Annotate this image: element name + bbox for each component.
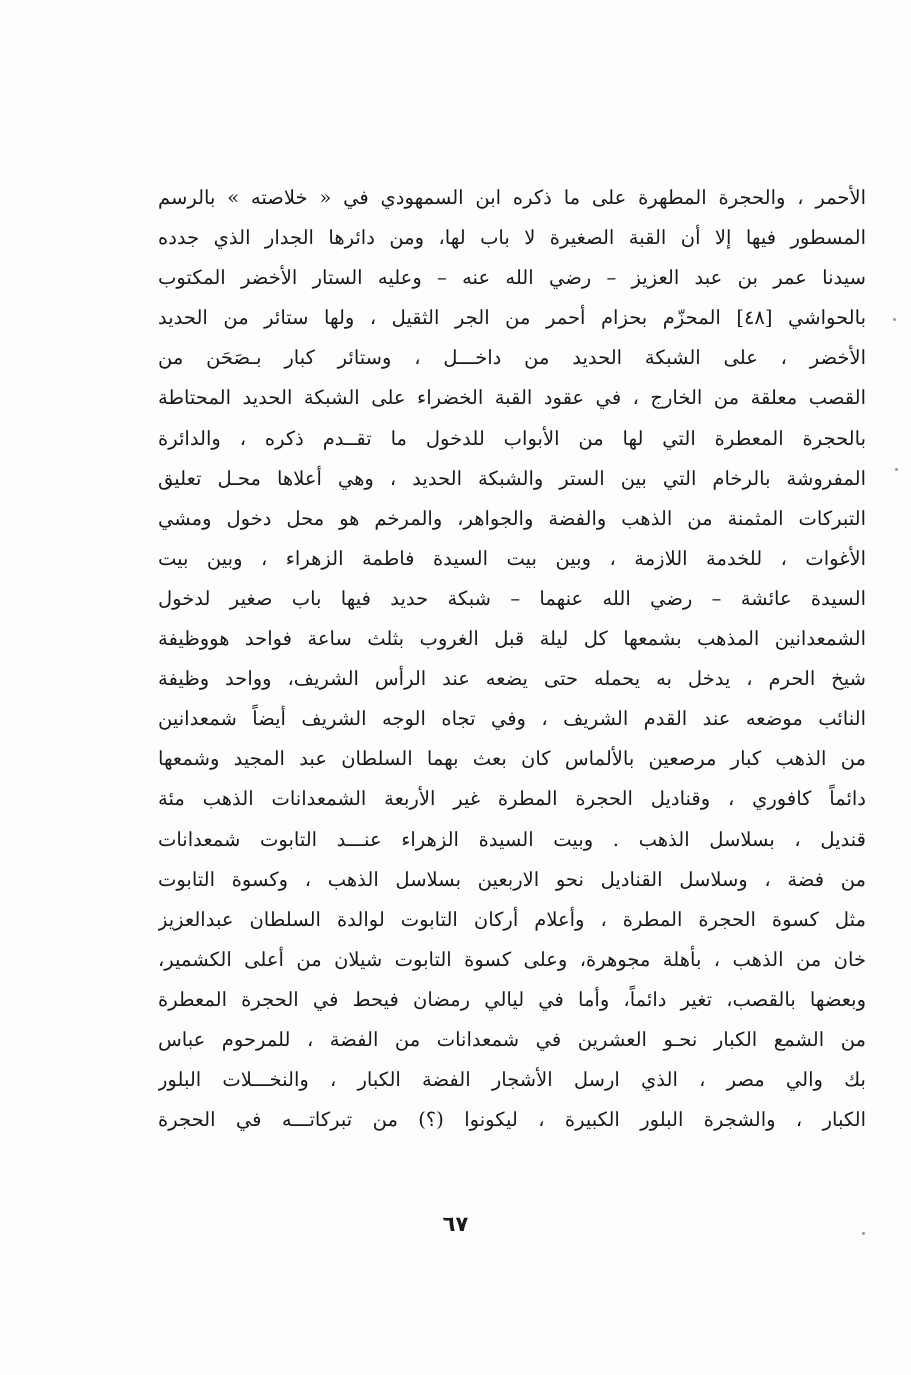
text-line: خان من الذهب ، بأهلة مجوهرة، وعلى كسوة التابوت شيلان من أعلى الكشمير،	[158, 947, 866, 971]
text-line: المفروشة بالرخام التي بين الستر والشبكة الحديد ، وهي أعلاها محـل تعليق	[158, 466, 866, 490]
scan-speck	[895, 468, 898, 471]
body-text	[158, 178, 866, 1140]
text-line: دائماً كافوري ، وقناديل الحجرة المطرة غير الأربعة الشمعدانات الذهب مئة	[158, 787, 866, 811]
text-line: وبعضها بالقصب، تغير دائماً، وأما في ليالي رمضان فيحط في الحجرة المعطرة	[158, 987, 866, 1011]
scan-speck	[862, 1232, 865, 1235]
text-line: الشمعدانين المذهب بشمعها كل ليلة قبل الغروب بثلث ساعة فواحد هووظيفة	[158, 627, 866, 651]
text-line: الأخضر ، على الشبكة الحديد من داخـــل ، وستائر كبار بـصَحَن من	[158, 346, 866, 370]
text-line: بالحواشي [٤٨] المحزّم بحزام أحمر من الجر الثقيل ، ولها ستائر من الحديد	[158, 306, 866, 330]
text-line: المسطور فيها إلا أن القبة الصغيرة لا باب لها، ومن دائرها الجدار الذي جدده	[158, 226, 866, 250]
text-line: بالحجرة المعطرة التي لها من الأبواب للدخول ما تقــدم ذكره ، والدائرة	[158, 426, 866, 450]
text-line: شيخ الحرم ، يدخل به يحمله حتى يضعه عند الرأس الشريف، وواحد وظيفة	[158, 667, 866, 691]
text-line: الأحمر ، والحجرة المطهرة على ما ذكره ابن السمهودي في « خلاصته » بالرسم	[158, 186, 866, 209]
text-line: النائب موضعه عند القدم الشريف ، وفي تجاه الوجه الشريف أيضاً شمعدانين	[158, 707, 866, 731]
text-line: الأغوات ، للخدمة اللازمة ، وبين بيت السيدة فاطمة الزهراء ، وبين بيت	[158, 546, 866, 570]
text-line: مثل كسوة الحجرة المطرة ، وأعلام أركان التابوت لوالدة السلطان عبدالعزيز	[158, 907, 866, 931]
text-line: من الذهب كبار مرصعين بالألماس كان بعث بهما السلطان عبد المجيد وشمعها	[158, 747, 866, 771]
text-line: بك والي مصر ، الذي ارسل الأشجار الفضة الكبار ، والنخـــلات البلور	[158, 1068, 866, 1092]
text-line: قنديل ، بسلاسل الذهب . وبيت السيدة الزهراء عنـــد التابوت شمعدانات	[158, 827, 866, 851]
text-line: من الشمع الكبار نحـو العشرين في شمعدانات من الفضة ، للمرحوم عباس	[158, 1027, 866, 1051]
text-line: الكبار ، والشجرة البلور الكبيرة ، ليكونوا (؟) من تبركاتـــه في الحجرة	[158, 1108, 866, 1132]
text-line: سيدنا عمر بن عبد العزيز – رضي الله عنه – وعليه الستار الأخضر المكتوب	[158, 266, 866, 290]
text-line: من فضة ، وسلاسل القناديل نحو الاربعين بسلاسل الذهب ، وكسوة التابوت	[158, 867, 866, 891]
scan-speck	[893, 318, 896, 321]
text-line: التبركات المثمنة من الذهب والفضة والجواهر، والمرخم هو محل دخول ومشي	[158, 506, 866, 530]
text-line: القصب معلقة من الخارج ، في عقود القبة الخضراء على الشبكة الحديد المحتاطة	[158, 386, 866, 410]
text-line: السيدة عائشة – رضي الله عنهما – شبكة حديد فيها باب صغير لدخول	[158, 586, 866, 610]
page-number: ٦٧	[442, 1212, 469, 1236]
